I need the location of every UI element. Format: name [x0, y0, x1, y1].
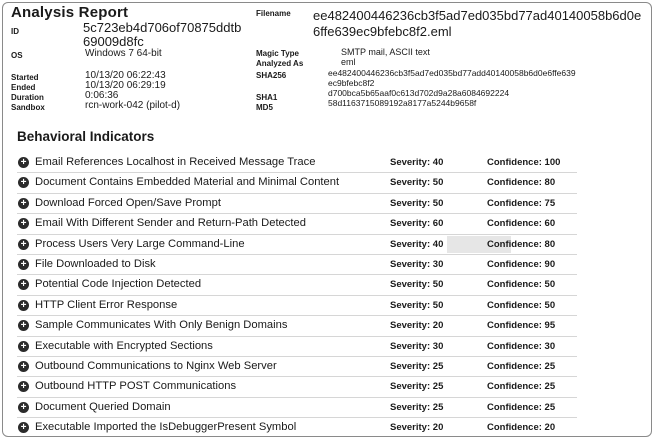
indicator-confidence: Confidence: 80	[487, 177, 556, 189]
indicator-confidence: Confidence: 100	[487, 157, 561, 168]
indicator-confidence: Confidence: 25	[487, 360, 556, 372]
plus-circle-icon[interactable]: +	[18, 320, 29, 331]
sha256-line1: ee482400446236cb3f5ad7ed035bd77add40140058b6d0e6ffe639	[328, 68, 576, 78]
report-title: Analysis Report	[11, 4, 129, 21]
indicator-row[interactable]	[17, 255, 577, 275]
filename-line2: 6ffe639ec9bfebc8f2.eml	[313, 24, 452, 39]
indicator-row[interactable]	[17, 296, 577, 316]
indicator-confidence: Confidence: 50	[487, 299, 556, 311]
indicator-row[interactable]	[17, 357, 577, 377]
indicator-name: Email With Different Sender and Return-Path Detected	[35, 217, 306, 230]
indicator-name: File Downloaded to Disk	[35, 257, 156, 270]
sandbox-label: Sandbox	[11, 103, 45, 112]
sandbox-value: rcn-work-042 (pilot-d)	[85, 100, 181, 111]
indicator-row[interactable]	[17, 235, 577, 255]
indicator-confidence: Confidence: 20	[487, 422, 556, 434]
indicator-confidence: Confidence: 80	[487, 238, 556, 250]
indicator-severity: Severity: 30	[390, 258, 444, 270]
indicator-confidence: Confidence: 60	[487, 218, 556, 230]
indicator-name: Outbound HTTP POST Communications	[35, 380, 237, 393]
indicator-severity: Severity: 40	[390, 157, 444, 168]
indicator-confidence: Confidence: 75	[487, 197, 556, 209]
indicator-row[interactable]	[17, 377, 577, 397]
indicator-row[interactable]	[17, 214, 577, 234]
plus-circle-icon[interactable]: +	[18, 279, 29, 290]
indicator-name: Document Queried Domain	[35, 400, 171, 413]
ended-label: Ended	[11, 83, 36, 92]
indicator-severity: Severity: 50	[390, 197, 444, 209]
indicator-severity: Severity: 40	[390, 238, 444, 250]
id-value-line2: 69009d8fc	[83, 34, 144, 49]
indicator-confidence: Confidence: 50	[487, 279, 556, 291]
magic-type-label: Magic Type	[256, 49, 299, 58]
indicator-confidence: Confidence: 25	[487, 401, 556, 413]
indicator-severity: Severity: 25	[390, 360, 444, 372]
indicator-row[interactable]	[17, 194, 577, 214]
indicator-severity: Severity: 50	[390, 177, 444, 189]
plus-circle-icon[interactable]: +	[18, 300, 29, 311]
id-value-line1: 5c723eb4d706of70875ddtb	[83, 20, 242, 35]
indicator-confidence: Confidence: 95	[487, 320, 556, 332]
indicator-row[interactable]	[17, 173, 577, 193]
indicator-confidence: Confidence: 30	[487, 340, 556, 352]
indicator-name: Process Users Very Large Command-Line	[35, 237, 245, 250]
plus-circle-icon[interactable]: +	[18, 381, 29, 392]
indicator-row[interactable]	[17, 337, 577, 357]
sha256-line2: ec9bfebc8f2	[328, 78, 375, 88]
indicator-severity: Severity: 50	[390, 299, 444, 311]
indicator-row[interactable]	[17, 275, 577, 295]
indicator-row[interactable]	[17, 316, 577, 336]
id-label: ID	[11, 27, 19, 36]
md5-value: 58d1163715089192a8177a5244b9658f	[328, 98, 477, 108]
analyzed-as-label: Analyzed As	[256, 59, 304, 68]
indicator-name: HTTP Client Error Response	[35, 298, 178, 311]
indicator-severity: Severity: 25	[390, 401, 444, 413]
indicator-severity: Severity: 60	[390, 218, 444, 230]
plus-circle-icon[interactable]: +	[18, 218, 29, 229]
filename-line1: ee482400446236cb3f5ad7ed035bd77ad40140058b6d0e	[313, 8, 642, 23]
indicator-severity: Severity: 20	[390, 422, 444, 434]
indicator-name: Executable Imported the IsDebuggerPresent Symbol	[35, 421, 297, 434]
sha256-label: SHA256	[256, 71, 287, 80]
filename-label: Filename	[256, 9, 291, 18]
sha1-value: d700bca5b65aaf0c613d702d9a28a6084692224	[328, 88, 510, 98]
indicator-row[interactable]	[17, 418, 577, 437]
indicator-confidence: Confidence: 25	[487, 381, 556, 393]
indicator-severity: Severity: 50	[390, 279, 444, 291]
indicator-name: Sample Communicates With Only Benign Domains	[35, 319, 288, 332]
analyzed-as-value: eml	[341, 57, 356, 67]
indicator-severity: Severity: 20	[390, 320, 444, 332]
analysis-report-panel	[2, 2, 652, 437]
indicator-name: Email References Localhost in Received Message Trace	[35, 156, 316, 168]
md5-label: MD5	[256, 103, 273, 112]
os-label: OS	[11, 51, 23, 60]
indicator-name: Outbound Communications to Nginx Web Server	[35, 359, 277, 372]
plus-circle-icon[interactable]: +	[18, 177, 29, 188]
plus-circle-icon[interactable]: +	[18, 157, 29, 168]
plus-circle-icon[interactable]: +	[18, 239, 29, 250]
ended-value: 10/13/20 06:29:19	[85, 80, 166, 91]
indicator-name: Download Forced Open/Save Prompt	[35, 196, 221, 209]
os-value: Windows 7 64-bit	[85, 48, 162, 59]
indicator-row[interactable]	[17, 398, 577, 418]
duration-label: Duration	[11, 93, 44, 102]
indicator-name: Executable with Encrypted Sections	[35, 339, 213, 352]
plus-circle-icon[interactable]: +	[18, 402, 29, 413]
indicator-row[interactable]	[17, 153, 577, 173]
plus-circle-icon[interactable]: +	[18, 361, 29, 372]
indicator-confidence: Confidence: 90	[487, 258, 556, 270]
indicator-name: Potential Code Injection Detected	[35, 278, 202, 291]
duration-value: 0:06:36	[85, 90, 119, 101]
behavioral-indicators-list	[17, 153, 577, 437]
plus-circle-icon[interactable]: +	[18, 341, 29, 352]
behavioral-indicators-title: Behavioral Indicators	[17, 129, 155, 144]
plus-circle-icon[interactable]: +	[18, 198, 29, 209]
indicator-name: Document Contains Embedded Material and Minimal Content	[35, 176, 340, 189]
sha1-label: SHA1	[256, 93, 278, 102]
indicator-severity: Severity: 25	[390, 381, 444, 393]
plus-circle-icon[interactable]: +	[18, 422, 29, 433]
started-label: Started	[11, 73, 39, 82]
started-value: 10/13/20 06:22:43	[85, 70, 166, 81]
plus-circle-icon[interactable]: +	[18, 259, 29, 270]
magic-type-value: SMTP mail, ASCII text	[341, 47, 430, 57]
indicator-severity: Severity: 30	[390, 340, 444, 352]
